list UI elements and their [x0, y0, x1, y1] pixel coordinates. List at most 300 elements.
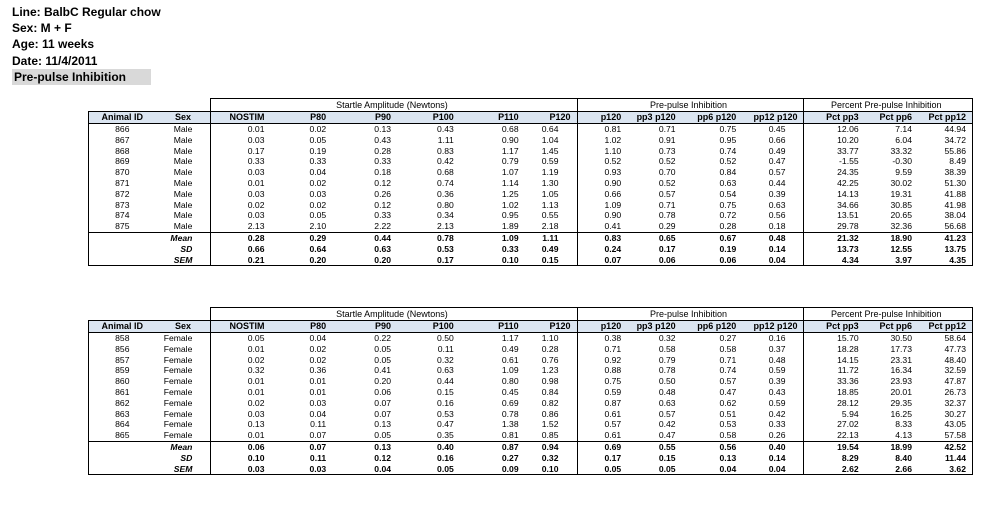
- value-cell: 0.50: [658, 376, 676, 387]
- value-cell: 0.20: [374, 376, 392, 387]
- value-cell: 0.02: [211, 355, 271, 366]
- column-header: P80: [270, 112, 332, 124]
- column-header: p120: [577, 321, 627, 333]
- value-cell: 0.74: [719, 145, 737, 156]
- stat-value-cell: 0.15: [658, 452, 676, 463]
- value-cell: 11.72: [804, 365, 865, 376]
- stat-value-cell: 0.33: [501, 243, 519, 254]
- stat-value-cell: 0.69: [577, 441, 627, 452]
- value-cell: 0.52: [719, 156, 737, 167]
- sex-cell: Female: [163, 419, 193, 430]
- animal-id-cell: 858: [89, 333, 160, 344]
- stat-value-cell: 0.05: [397, 464, 460, 475]
- stat-value-cell: 0.15: [525, 255, 577, 266]
- value-cell: 32.37: [918, 398, 973, 409]
- value-cell: 0.13: [374, 124, 392, 134]
- column-header: pp3 p120: [627, 112, 681, 124]
- value-cell: 0.01: [211, 376, 271, 387]
- value-cell: 20.65: [890, 210, 912, 221]
- value-cell: 0.05: [211, 333, 271, 344]
- value-cell: 0.56: [768, 210, 786, 221]
- value-cell: 0.78: [658, 210, 676, 221]
- stat-value-cell: 0.05: [577, 464, 627, 475]
- column-header: pp3 p120: [627, 321, 681, 333]
- value-cell: 0.95: [501, 210, 519, 221]
- table-row: [89, 146, 973, 157]
- value-cell: 1.10: [541, 333, 559, 343]
- stat-value-cell: 0.24: [577, 244, 627, 255]
- value-cell: 0.86: [541, 408, 559, 419]
- value-cell: 47.73: [918, 344, 973, 355]
- sex-cell: Male: [173, 134, 193, 145]
- value-cell: 47.87: [918, 376, 973, 387]
- value-cell: 1.07: [501, 167, 519, 178]
- value-cell: 0.22: [374, 333, 392, 343]
- value-cell: 1.02: [577, 135, 627, 146]
- value-cell: 1.13: [541, 199, 559, 210]
- stat-value-cell: 18.99: [890, 441, 912, 452]
- stat-value-cell: 0.10: [525, 464, 577, 475]
- value-cell: 30.27: [918, 409, 973, 420]
- sex-cell: Female: [163, 408, 193, 419]
- column-header: Pct pp12: [918, 112, 973, 124]
- value-cell: 0.18: [374, 167, 392, 178]
- column-header: P90: [332, 112, 397, 124]
- animal-id-cell: 860: [89, 376, 160, 387]
- stat-value-cell: 2.62: [804, 464, 865, 475]
- stat-value-cell: 2.66: [865, 464, 918, 475]
- column-header: NOSTIM: [211, 321, 271, 333]
- value-cell: 34.66: [804, 200, 865, 211]
- stat-value-cell: 0.11: [309, 452, 327, 463]
- animal-id-cell: 861: [89, 387, 160, 398]
- value-cell: 1.09: [577, 200, 627, 211]
- value-cell: 0.38: [577, 333, 627, 344]
- value-cell: 10.20: [804, 135, 865, 146]
- sex-cell: Female: [163, 386, 193, 397]
- section-title: Pre-pulse Inhibition: [12, 69, 151, 85]
- table-row: [89, 221, 973, 232]
- stat-value-cell: 0.17: [658, 243, 676, 254]
- column-header: pp12 p120: [742, 112, 804, 124]
- value-cell: 1.30: [541, 177, 559, 188]
- group-header-ppi: Pre-pulse Inhibition: [577, 308, 804, 321]
- group-header-startle: Startle Amplitude (Newtons): [211, 308, 577, 321]
- value-cell: 0.70: [658, 167, 676, 178]
- value-cell: 0.02: [309, 354, 327, 365]
- value-cell: 0.01: [309, 376, 327, 387]
- value-cell: 0.01: [211, 124, 271, 135]
- stat-label: SD: [89, 244, 211, 255]
- stat-value-cell: 0.12: [374, 452, 392, 463]
- value-cell: 0.04: [309, 333, 327, 343]
- age-label: Age: 11 weeks: [12, 37, 95, 52]
- value-cell: 0.07: [270, 430, 332, 441]
- value-cell: 0.72: [719, 210, 737, 221]
- stat-row: [89, 464, 973, 475]
- value-cell: 0.74: [719, 365, 737, 376]
- table-row: [89, 167, 973, 178]
- value-cell: 0.75: [719, 199, 737, 210]
- value-cell: 1.89: [460, 221, 525, 232]
- stat-value-cell: 0.20: [332, 255, 397, 266]
- value-cell: 41.98: [918, 200, 973, 211]
- stat-value-cell: 0.63: [374, 243, 392, 254]
- stat-value-cell: 0.10: [460, 255, 525, 266]
- value-cell: 0.42: [768, 408, 786, 419]
- sex-cell: Female: [160, 430, 211, 441]
- value-cell: 0.29: [627, 221, 681, 232]
- stat-label: Mean: [89, 232, 211, 243]
- value-cell: 8.49: [918, 156, 973, 167]
- stat-value-cell: 0.55: [658, 441, 676, 452]
- value-cell: 0.01: [211, 387, 271, 398]
- value-cell: 29.35: [890, 397, 912, 408]
- group-header-blank: [89, 99, 211, 112]
- stat-value-cell: 0.48: [768, 232, 786, 243]
- column-header: P120: [525, 112, 577, 124]
- stat-value-cell: 21.32: [804, 232, 865, 243]
- stat-value-cell: 0.04: [682, 464, 743, 475]
- value-cell: 0.04: [309, 167, 327, 178]
- value-cell: 0.03: [211, 135, 271, 146]
- value-cell: 0.44: [768, 177, 786, 188]
- value-cell: 0.33: [768, 419, 786, 430]
- value-cell: 0.02: [309, 343, 327, 354]
- animal-id-cell: 862: [89, 398, 160, 409]
- stat-value-cell: 0.04: [742, 464, 804, 475]
- value-cell: 0.55: [541, 210, 559, 221]
- animal-id-cell: 872: [89, 189, 160, 200]
- column-header: Sex: [160, 112, 211, 124]
- value-cell: 0.63: [768, 199, 786, 210]
- value-cell: 58.64: [918, 333, 973, 344]
- value-cell: 15.70: [804, 333, 865, 344]
- value-cell: 0.32: [211, 365, 271, 376]
- value-cell: 38.04: [918, 210, 973, 221]
- value-cell: 0.71: [658, 199, 676, 210]
- value-cell: 43.05: [918, 419, 973, 430]
- value-cell: 1.38: [501, 419, 519, 430]
- stat-value-cell: 13.73: [804, 244, 865, 255]
- column-header: Sex: [160, 321, 211, 333]
- column-header: P110: [460, 112, 525, 124]
- value-cell: 33.32: [890, 145, 912, 156]
- stat-value-cell: 0.04: [742, 255, 804, 266]
- value-cell: 0.13: [211, 419, 271, 430]
- value-cell: 0.61: [501, 354, 519, 365]
- value-cell: 0.37: [768, 343, 786, 354]
- stat-value-cell: 0.03: [211, 464, 271, 475]
- value-cell: 57.58: [918, 430, 973, 441]
- value-cell: 32.59: [918, 365, 973, 376]
- column-header: P100: [397, 321, 460, 333]
- value-cell: 0.01: [309, 386, 327, 397]
- group-header-startle: Startle Amplitude (Newtons): [211, 99, 577, 112]
- value-cell: 1.19: [541, 167, 559, 178]
- value-cell: 0.49: [501, 343, 519, 354]
- sex-cell: Male: [173, 145, 193, 156]
- value-cell: 0.82: [541, 397, 559, 408]
- value-cell: 44.94: [918, 124, 973, 135]
- column-header: Pct pp6: [865, 321, 918, 333]
- value-cell: 0.16: [768, 333, 786, 343]
- group-header-blank: [89, 308, 211, 321]
- value-cell: 0.71: [577, 344, 627, 355]
- sex-cell: Female: [163, 333, 193, 343]
- stat-value-cell: 0.44: [374, 232, 392, 243]
- value-cell: 1.10: [577, 146, 627, 157]
- column-header: P80: [270, 321, 332, 333]
- value-cell: 30.50: [890, 333, 912, 343]
- value-cell: 24.35: [804, 167, 865, 178]
- value-cell: 0.41: [374, 365, 392, 376]
- value-cell: 0.11: [437, 343, 454, 354]
- value-cell: 19.31: [890, 188, 912, 199]
- value-cell: 0.57: [768, 167, 786, 178]
- column-header: P90: [332, 321, 397, 333]
- value-cell: 0.39: [768, 376, 786, 387]
- value-cell: 27.02: [804, 419, 865, 430]
- stat-value-cell: 0.06: [682, 255, 743, 266]
- animal-id-cell: 875: [89, 221, 160, 232]
- stat-value-cell: 0.53: [437, 243, 454, 254]
- animal-id-cell: 866: [89, 124, 160, 135]
- stat-value-cell: 0.14: [768, 452, 786, 463]
- value-cell: 0.66: [577, 189, 627, 200]
- value-cell: 0.80: [437, 199, 454, 210]
- value-cell: 0.63: [719, 177, 737, 188]
- column-header: P120: [525, 321, 577, 333]
- value-cell: 13.51: [804, 210, 865, 221]
- value-cell: 0.32: [437, 354, 454, 365]
- value-cell: 56.68: [918, 221, 973, 232]
- stat-value-cell: 3.62: [918, 464, 973, 475]
- value-cell: 0.54: [719, 188, 737, 199]
- animal-id-cell: 869: [89, 156, 160, 167]
- value-cell: 29.78: [804, 221, 865, 232]
- stat-value-cell: 0.09: [460, 464, 525, 475]
- sex-cell: Male: [173, 210, 193, 221]
- stat-value-cell: 0.04: [332, 464, 397, 475]
- value-cell: 0.36: [309, 365, 327, 376]
- column-header: Pct pp3: [804, 321, 865, 333]
- stat-value-cell: 0.49: [541, 243, 559, 254]
- value-cell: 0.74: [437, 177, 454, 188]
- value-cell: 0.03: [309, 188, 327, 199]
- value-cell: 0.81: [460, 430, 525, 441]
- stat-value-cell: 0.07: [309, 441, 327, 452]
- value-cell: 30.85: [890, 199, 912, 210]
- value-cell: 1.23: [541, 365, 559, 376]
- stat-value-cell: 0.27: [501, 452, 519, 463]
- stat-value-cell: 0.13: [719, 452, 737, 463]
- value-cell: 42.25: [804, 178, 865, 189]
- column-header: P110: [460, 321, 525, 333]
- table-row: [89, 355, 973, 366]
- table-row: [89, 189, 973, 200]
- value-cell: 0.02: [309, 177, 327, 188]
- value-cell: 0.02: [309, 199, 327, 210]
- value-cell: 0.50: [437, 333, 454, 343]
- stat-value-cell: 0.20: [270, 255, 332, 266]
- stat-row: [89, 244, 973, 255]
- value-cell: 0.02: [211, 398, 271, 409]
- value-cell: -1.55: [804, 156, 865, 167]
- sex-cell: Male: [173, 199, 193, 210]
- value-cell: 0.07: [374, 397, 392, 408]
- value-cell: 2.13: [211, 221, 271, 232]
- sex-cell: Male: [173, 167, 193, 178]
- value-cell: 32.36: [865, 221, 918, 232]
- value-cell: 0.52: [658, 177, 676, 188]
- stat-value-cell: 4.34: [804, 255, 865, 266]
- value-cell: 18.85: [804, 387, 865, 398]
- value-cell: 0.05: [374, 354, 392, 365]
- stat-value-cell: 0.06: [211, 441, 271, 452]
- stat-value-cell: 0.13: [374, 441, 392, 452]
- value-cell: 0.02: [309, 124, 327, 134]
- value-cell: 0.61: [577, 430, 627, 441]
- column-header: p120: [577, 112, 627, 124]
- table-row: [89, 333, 973, 344]
- column-header-row: [89, 112, 973, 124]
- value-cell: 0.42: [658, 419, 676, 430]
- value-cell: 38.39: [918, 167, 973, 178]
- value-cell: 0.63: [437, 365, 454, 376]
- stat-value-cell: 0.78: [437, 232, 454, 243]
- table-row: [89, 398, 973, 409]
- value-cell: 0.93: [577, 167, 627, 178]
- value-cell: 1.45: [541, 145, 559, 156]
- stat-value-cell: 0.07: [577, 255, 627, 266]
- value-cell: 0.78: [501, 408, 519, 419]
- value-cell: 0.12: [374, 177, 392, 188]
- table-row: [89, 419, 973, 430]
- value-cell: 0.47: [768, 156, 786, 167]
- value-cell: 34.72: [918, 135, 973, 146]
- stat-value-cell: 0.83: [577, 232, 627, 243]
- value-cell: 12.06: [804, 124, 865, 135]
- value-cell: 0.68: [501, 124, 519, 134]
- value-cell: 0.12: [374, 199, 392, 210]
- value-cell: 0.26: [742, 430, 804, 441]
- sex-cell: Male: [173, 124, 193, 134]
- value-cell: 0.48: [768, 354, 786, 365]
- value-cell: 0.53: [719, 419, 737, 430]
- column-header: Pct pp3: [804, 112, 865, 124]
- value-cell: 16.25: [890, 408, 912, 419]
- value-cell: 0.05: [309, 210, 327, 221]
- value-cell: 0.32: [658, 333, 676, 343]
- animal-id-cell: 856: [89, 344, 160, 355]
- value-cell: 0.17: [211, 146, 271, 157]
- value-cell: 0.42: [437, 156, 454, 167]
- value-cell: 0.01: [211, 430, 271, 441]
- table-row: [89, 135, 973, 146]
- value-cell: 0.84: [719, 167, 737, 178]
- animal-id-cell: 867: [89, 135, 160, 146]
- stat-value-cell: 0.14: [768, 243, 786, 254]
- value-cell: 0.03: [211, 210, 271, 221]
- value-cell: 0.26: [374, 188, 392, 199]
- column-header-row: [89, 321, 973, 333]
- value-cell: 0.45: [501, 386, 519, 397]
- value-cell: 0.11: [310, 419, 327, 430]
- value-cell: 0.75: [719, 124, 737, 134]
- stat-value-cell: 8.40: [895, 452, 912, 463]
- stat-row: [89, 441, 973, 452]
- value-cell: 0.85: [525, 430, 577, 441]
- value-cell: 0.90: [577, 210, 627, 221]
- table-row: [89, 344, 973, 355]
- metadata-block: [12, 4, 161, 85]
- stat-value-cell: 18.90: [890, 232, 912, 243]
- line-label: Line: BalbC Regular chow: [12, 5, 161, 19]
- table-row: [89, 210, 973, 221]
- value-cell: 2.13: [397, 221, 460, 232]
- value-cell: 0.88: [577, 365, 627, 376]
- value-cell: 0.59: [768, 397, 786, 408]
- value-cell: 0.63: [658, 397, 676, 408]
- value-cell: 0.33: [309, 156, 327, 167]
- sex-cell: Female: [163, 376, 193, 387]
- value-cell: 0.41: [577, 221, 627, 232]
- value-cell: 0.39: [768, 188, 786, 199]
- stat-value-cell: 0.17: [577, 453, 627, 464]
- value-cell: 0.05: [309, 134, 327, 145]
- stat-row: [89, 453, 973, 464]
- stat-value-cell: 3.97: [865, 255, 918, 266]
- stat-value-cell: 19.54: [804, 441, 865, 452]
- value-cell: 48.40: [918, 355, 973, 366]
- value-cell: 17.73: [890, 343, 912, 354]
- value-cell: 0.57: [719, 376, 737, 387]
- value-cell: 8.33: [895, 419, 912, 430]
- column-header: pp6 p120: [682, 112, 743, 124]
- value-cell: 0.83: [437, 145, 454, 156]
- value-cell: 0.81: [577, 124, 627, 135]
- value-cell: 5.94: [804, 409, 865, 420]
- value-cell: 0.58: [719, 343, 737, 354]
- value-cell: 30.02: [890, 177, 912, 188]
- value-cell: 0.62: [719, 397, 737, 408]
- stat-value-cell: 1.09: [501, 232, 519, 243]
- value-cell: 1.52: [541, 419, 559, 430]
- value-cell: 0.61: [577, 409, 627, 420]
- value-cell: 0.64: [541, 124, 559, 134]
- value-cell: 0.07: [374, 408, 392, 419]
- value-cell: 0.78: [658, 365, 676, 376]
- value-cell: 0.59: [768, 365, 786, 376]
- column-header: pp6 p120: [682, 321, 743, 333]
- value-cell: 0.28: [541, 343, 559, 354]
- value-cell: 0.52: [577, 156, 627, 167]
- value-cell: 0.59: [541, 156, 559, 167]
- date-label: Date: 11/4/2011: [12, 53, 98, 68]
- value-cell: 23.31: [890, 354, 912, 365]
- value-cell: 1.05: [541, 188, 559, 199]
- value-cell: 1.17: [501, 333, 519, 343]
- table-row: [89, 430, 973, 441]
- stat-value-cell: 0.87: [501, 441, 519, 452]
- value-cell: 0.47: [719, 386, 737, 397]
- table-row: [89, 365, 973, 376]
- stat-value-cell: 0.40: [768, 441, 786, 452]
- stat-value-cell: 12.55: [890, 243, 912, 254]
- table-row: [89, 387, 973, 398]
- value-cell: 0.98: [541, 376, 559, 387]
